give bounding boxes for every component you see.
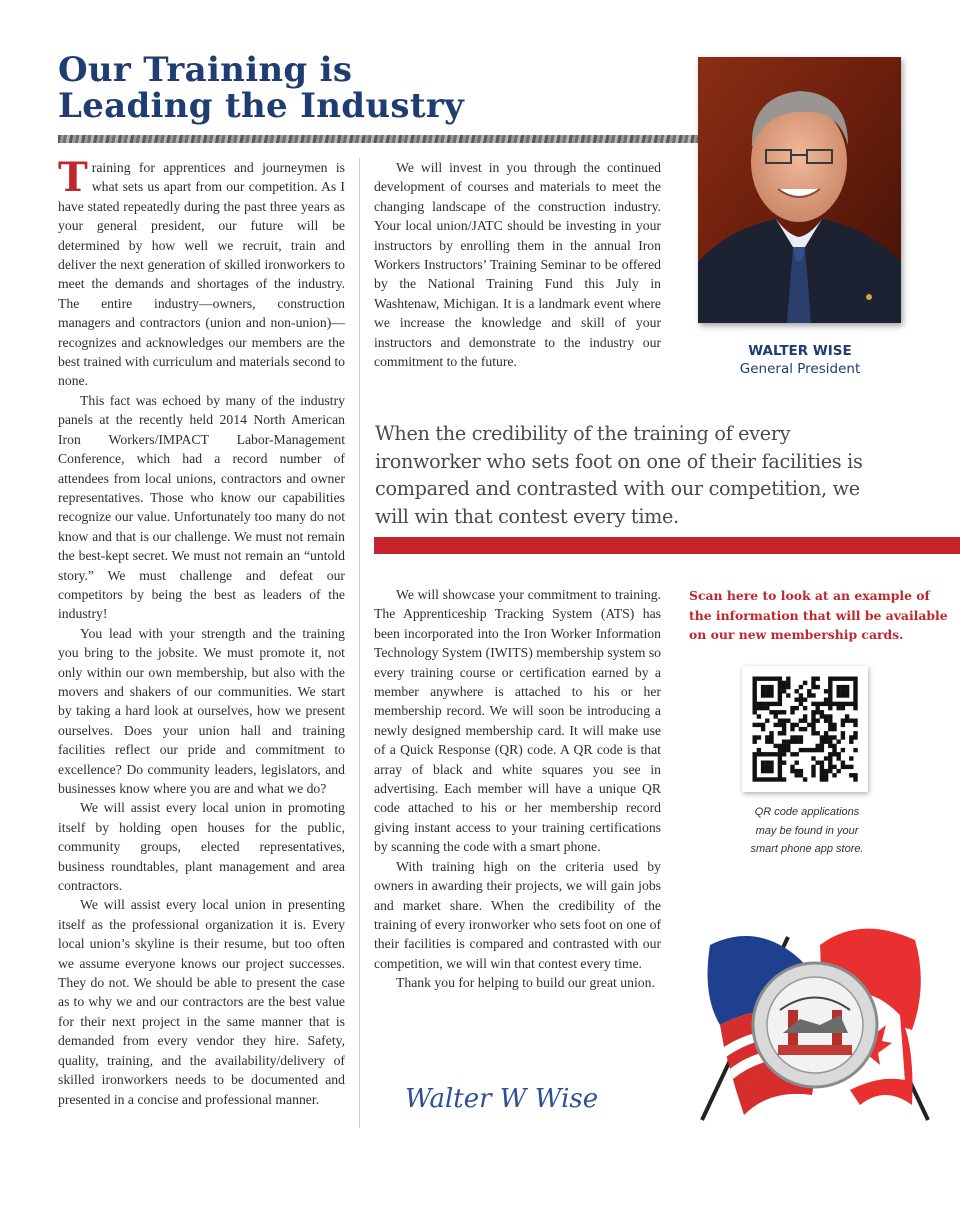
article-paragraph: This fact was echoed by many of the industry panels at the recently held 2014 North American Iron Workers/IMPACT Labor-Management Conference, which had a record number of attendees from local unions, contractors and owner representatives. Those who know our capabilities recognize our value. Unfortunately too many do not know and that is our challenge. We must not remain the best-kept secret. We must not remain an “untold story.” We must challenge and defeat our competitors by being the best as leaders of the industry! [58, 392, 345, 622]
article-column-2-bottom [374, 585, 661, 993]
signature-text: Walter W Wise [405, 1084, 599, 1114]
article-paragraph: With training high on the criteria used by owners in awarding their projects, we will gain jobs and market share. When the credibility of the training of every ironworker who sets foot on one of their facilities is compared and contrasted with our competition, we will win that contest every time. [374, 858, 661, 971]
accent-bar [374, 537, 960, 554]
title-divider [58, 135, 700, 143]
pull-quote: When the credibility of the training of every ironworker who sets foot on one of their facilities is compared and contrasted with our competition, we will win that contest every time. [375, 422, 863, 529]
article-paragraph: We will showcase your commitment to training. The Apprenticeship Tracking System (ATS) has been incorporated into the Iron Worker Information Technology System (IWITS) membership system so every training course or certification earned by a member anywhere is attached to his or her membership record. We will soon be introducing a newly designed membership card. It will make use of a Quick Response (QR) code. A QR code is that array of black and white squares you see in advertising. Each member will have a unique QR code attached to his or her membership record giving instant access to your training certifications by scanning the code with a smart phone. [374, 587, 661, 855]
portrait-photo [698, 57, 901, 323]
signature [405, 1075, 615, 1120]
page-title [58, 52, 464, 124]
drop-cap: T [58, 154, 88, 201]
qr-callout: Scan here to look at an example of the information that will be available on our new membership cards. [689, 588, 948, 642]
article-paragraph: We will invest in you through the continued development of courses and materials to meet the changing landscape of the construction industry. Your local union/JATC should be investing in your instructors by enrolling them in the annual Iron Workers Instructors’ Training Seminar to be offered by the National Training Fund this July in Washtenaw, Michigan. It is a landmark event where we increase the knowledge and skill of your instructors and demonstrate to the industry our commitment to the future. [374, 160, 661, 370]
page-title-line-1: Our Training is [58, 50, 353, 90]
qr-code[interactable] [742, 666, 868, 792]
paragraph-text: raining for apprentices and journeymen is what sets us apart from our competition. As I have stated repeatedly during the past three years as your general president, our future will be determined by how well we recruit, train and deliver the next generation of skilled ironworkers to meet the demands and shortages of the industry. The entire industry—owners, construction managers and contractors (union and non-union)—recognizes and acknowledges our members are the best trained with curriculum and materials second to none. [58, 160, 345, 389]
flags-and-seal-icon [700, 915, 930, 1130]
article-column-2-top [374, 158, 661, 371]
article-paragraph: We will assist every local union in promoting itself by holding open houses for the public, community groups, elected representatives, business roundtables, plant management and area contractors. [58, 800, 345, 894]
article-paragraph: You lead with your strength and the training you bring to the jobsite. We must promote it, not only within our own membership, but also with the movers and shakers of our communities. We start by taking a hard look at ourselves, how we present ourselves. Does your union hall and training facilities reflect our pride and commitment to excellence? Do community leaders, legislators, and businesses know where you are and what we do? [58, 625, 345, 796]
article-paragraph: We will assist every local union in presenting itself as the professional organization it is. Every local union’s skyline is their resume, but too often we assume everyone knows our project successes. They do not. We should be able to present the case as to why we and our contractors are the best value for their next project in the same manner that is demanded from every vendor they hire. Safety, quality, training, and the availability/delivery of skilled ironworkers needs to be documented and presented in a concise and professional manner. [58, 897, 345, 1107]
portrait-illustration [698, 57, 901, 323]
qr-note-line: QR code applications [754, 806, 860, 818]
qr-code-image [742, 666, 868, 792]
president-title: General President [739, 361, 861, 377]
column-divider [359, 158, 360, 1128]
qr-note-line: may be found in your [755, 824, 859, 837]
article-column-1 [58, 154, 345, 1109]
article-paragraph: Thank you for helping to build our great union. [396, 975, 655, 991]
union-emblem [700, 915, 930, 1130]
article-paragraph [58, 154, 345, 391]
photo-caption [700, 342, 900, 378]
qr-note [712, 803, 902, 859]
qr-note-line: smart phone app store. [750, 843, 864, 855]
page-title-line-2: Leading the Industry [58, 86, 465, 126]
president-name: WALTER WISE [748, 343, 852, 359]
